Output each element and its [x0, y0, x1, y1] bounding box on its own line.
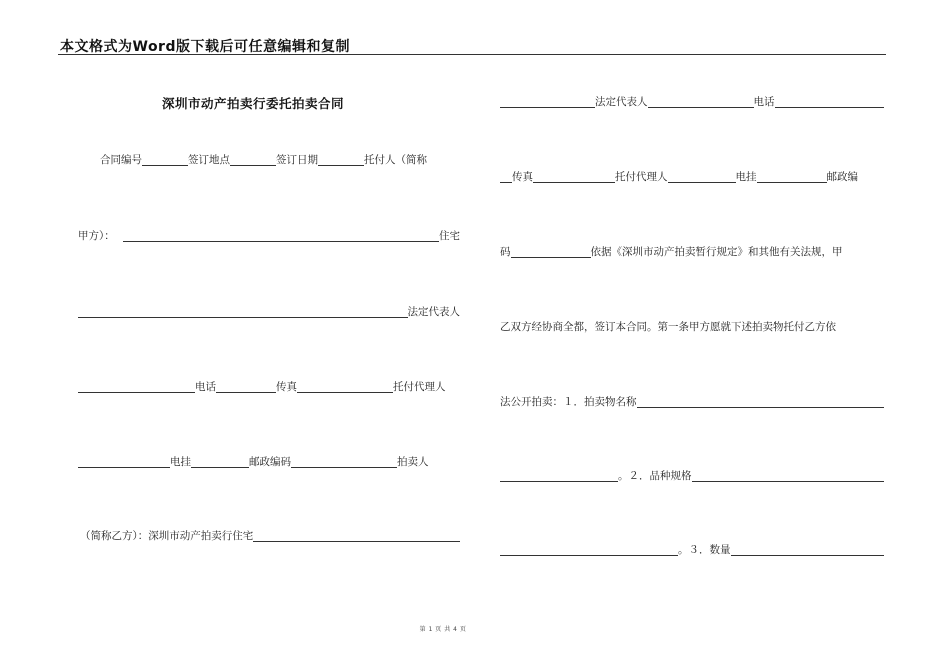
party-b-legal-rep-label: 法定代表人 [595, 96, 648, 108]
party-b-legal-rep-blank [648, 96, 754, 108]
agent-blank [78, 456, 170, 468]
party-b-phone-label: 电话 [753, 96, 775, 108]
contract-number-blank [142, 154, 188, 166]
quantity-label: 。３．数量 [678, 544, 731, 556]
party-b-agent-label: 托付代理人 [615, 171, 668, 183]
legal-rep-label: 法定代表人 [407, 306, 460, 318]
telegraph-label: 电挂 [170, 456, 191, 468]
article-one-text: 乙双方经协商全都，签订本合同。第一条甲方愿就下述拍卖物托付乙方依 [500, 321, 836, 333]
right-line-1 [500, 94, 884, 110]
spec-label: 。２．品种规格 [618, 470, 692, 482]
contract-number-label: 合同编号 [100, 154, 142, 166]
item-name-blank [637, 396, 885, 408]
party-b-telegraph-blank [757, 171, 827, 183]
party-b-address-blank [253, 530, 460, 542]
left-line-5 [78, 454, 460, 470]
principal-label: 托付人（简称 [364, 154, 427, 166]
right-line-7 [500, 542, 884, 558]
postcode-blank [291, 456, 397, 468]
phone-blank [216, 381, 276, 393]
agent-label: 托付代理人 [393, 381, 446, 393]
auctioneer-label: 拍卖人 [397, 456, 429, 468]
basis-clause: 依据《深圳市动产拍卖暂行规定》和其他有关法规，甲 [590, 246, 843, 258]
right-line-5 [500, 394, 884, 410]
left-line-3 [78, 304, 460, 320]
signing-place-label: 签订地点 [188, 154, 230, 166]
left-line-1 [100, 152, 460, 168]
party-b-fax-blank [533, 171, 615, 183]
party-b-telegraph-label: 电挂 [735, 171, 757, 183]
fax-label: 传真 [276, 381, 297, 393]
left-line-6 [80, 528, 460, 544]
item-name-continued-blank [500, 470, 618, 482]
party-b-postcode-label: 邮政编 [826, 171, 858, 183]
item-name-label: 法公开拍卖：１．拍卖物名称 [500, 396, 637, 408]
party-b-agent-blank [668, 171, 736, 183]
legal-rep-blank [78, 381, 195, 393]
document-header: 本文格式为Word版下载后可任意编辑和复制 [60, 39, 350, 55]
party-a-label: 甲方）： [78, 230, 115, 242]
party-b-fax-label: 传真 [512, 171, 533, 183]
party-b-postcode-blank [511, 246, 591, 258]
right-line-2 [500, 169, 884, 185]
contract-title: 深圳市动产拍卖行委托拍卖合同 [162, 96, 345, 111]
left-line-4 [78, 379, 460, 395]
spec-blank [692, 470, 885, 482]
party-a-blank [123, 230, 439, 242]
telegraph-blank [191, 456, 249, 468]
right-line-6 [500, 468, 884, 484]
fax-blank [297, 381, 393, 393]
left-line-2 [78, 228, 460, 244]
signing-date-label: 签订日期 [276, 154, 318, 166]
header-rule [58, 54, 886, 55]
page-number: 第 1 页 共 4 页 [419, 626, 467, 633]
party-b-phone-tail-blank [500, 171, 512, 183]
phone-label: 电话 [195, 381, 216, 393]
residence-label: 住宅 [439, 230, 460, 242]
party-b-phone-blank [775, 96, 885, 108]
party-b-postcode-label-end: 码 [500, 246, 511, 258]
right-line-3 [500, 244, 884, 260]
right-line-4 [500, 319, 884, 335]
party-b-residence-blank [500, 96, 595, 108]
signing-place-blank [230, 154, 276, 166]
signing-date-blank [318, 154, 364, 166]
postcode-label: 邮政编码 [249, 456, 291, 468]
residence-blank [78, 306, 408, 318]
spec-continued-blank [500, 544, 678, 556]
quantity-blank [731, 544, 885, 556]
party-b-address-label: （简称乙方）：深圳市动产拍卖行住宅 [80, 530, 254, 542]
